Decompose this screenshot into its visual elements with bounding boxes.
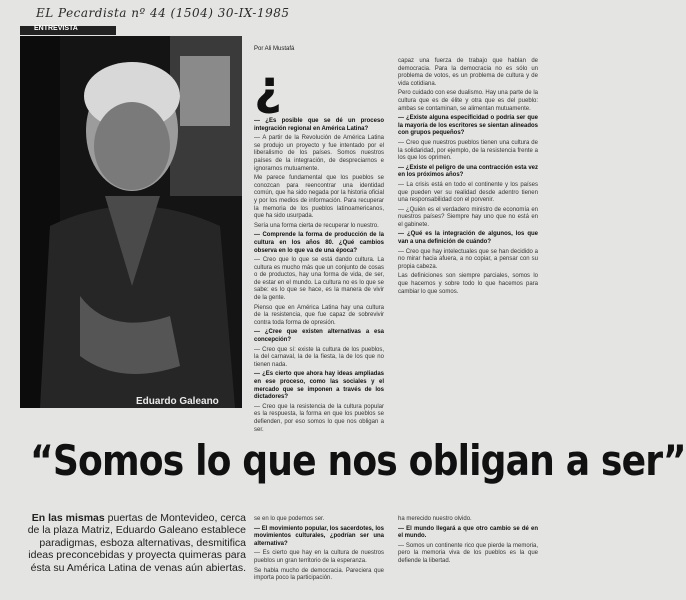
interview-question: — El movimiento popular, los sacerdotes, los movimientos culturales, ¿podrían ser una alternativa? [254,525,384,547]
photo-caption: Eduardo Galeano [136,396,219,407]
article-paragraph: — La crisis está en todo el continente y los países que pueden ver su realidad desde adentro tienen una responsabilidad con el porvenir. [398,181,538,204]
section-tag [20,26,116,35]
interview-question: — ¿Existe el peligro de una contracción esta vez en los próximos años? [398,164,538,179]
question-mark-icon: ¿ [254,60,282,116]
article-paragraph: — Creo que lo que se está dando cultura. La cultura es mucho más que un conjunto de cosas o de productos, hay una forma de vida, de ser, de estar en el mundo. La cultura no es lo que se sabe: es lo que se hace, es la manera de vivir de la gente. [254,257,384,302]
interview-question: — ¿Existe alguna especificidad o podría ser que la mayoría de los escritores se sientan alineados con grupos pequeños? [398,115,538,137]
article-paragraph: Pienso que en América Latina hay una cultura de la resistencia, que fue capaz de sobrevivir contra toda forma de opresión. [254,304,384,326]
interview-question: — ¿Cree que existen alternativas a esa concepción? [254,329,384,344]
article-paragraph: capaz una fuerza de trabajo que hablan de democracia. Para la democracia no es sólo un problema de votos, es un problema de cultura y de vida cotidiana. [398,58,538,87]
article-column-1 [254,118,384,436]
portrait-illustration [20,36,242,408]
interview-question: — El mundo llegará a que otro cambio se dé en el mundo. [398,525,538,540]
interview-question: — ¿Qué es la integración de algunos, los que van a una definición de cuándo? [398,231,538,246]
deck-text: puertas de Montevideo, cerca de la plaza Matriz, Eduardo Galeano establece paradigmas, esboza alternativas, desmitifica ideas preconcebidas y proyecta quimeras para ésta su América Latina de venas aún abiertas. [27,512,246,574]
headline: “Somos lo que nos obligan a ser” [30,436,686,485]
article-paragraph: Me parece fundamental que los pueblos se conozcan para reencontrar una identidad común, que ha sido negada por la historia oficial y por los medios de información. Para recuperar la memoria de los pueblos latinoamericanos, que ha sido usurpada. [254,175,384,220]
deck-paragraph [20,512,246,574]
article-paragraph: — Creo que sí: existe la cultura de los pueblos, la del carnaval, la de la fiesta, la de los que no tienen nada. [254,346,384,368]
article-column-2 [398,58,538,436]
article-paragraph: Pero cuidado con ese dualismo. Hay una parte de la cultura que es de élite y otra que es del pueblo: ambas se contaminan, se alimentan mutuamente. [398,90,538,112]
article-paragraph: ha merecido nuestro olvido. [398,516,472,522]
article-paragraph: — Creo que hay intelectuales que se han decidido a no mirar hacia afuera, a no copiar, a pensar con su propia cabeza. [398,248,538,270]
article-paragraph: Sería una forma cierta de recuperar lo nuestro. [254,222,379,229]
article-paragraph: — ¿Quién es el verdadero ministro de economía en nuestros países? Siempre hay uno que no está en el gabinete. [398,206,538,228]
article-paragraph: Las definiciones son siempre parciales, somos lo que hacemos y sobre todo lo que hacemos para cambiar lo que somos. [398,273,538,295]
interview-question: — ¿Es posible que se dé un proceso integración regional en América Latina? [254,118,384,132]
section-tag-label: ENTREVISTA [34,25,78,32]
article-paragraph: se en lo que podemos ser. [254,516,325,522]
article-paragraph: — Es cierto que hay en la cultura de nuestros pueblos un gran territorio de la esperanza. [254,550,384,564]
article-paragraph: — Creo que nuestros pueblos tienen una cultura de la solidaridad, por ejemplo, de la resistencia frente a los que los oprimen. [398,139,538,162]
article-paragraph: — Somos un continente rico que pierde la memoria, pero la memoria viva de los pueblos es la que defiende la libertad. [398,542,538,564]
article-paragraph: — A partir de la Revolución de América Latina se produjo un proyecto y fue intentado por el liberalismo de los países. Somos nuestros países de la integración, de despreciarnos e ignorarnos mutuamente. [254,135,384,172]
byline: Por Ali Mustafá [254,46,295,52]
article-column-3 [254,516,384,600]
handwritten-note: EL Pecardista nº 44 (1504) 30-IX-1985 [36,6,290,20]
article-paragraph: Se habla mucho de democracia. Pareciera que importa poco la participación. [254,567,384,582]
portrait-photo [20,36,242,408]
article-paragraph: — Creo que la resistencia de la cultura popular es la respuesta, la forma en que los pueblos se defienden, por eso somos lo que nos obligan a ser. [254,403,384,433]
deck-lead: En las mismas [31,512,105,524]
interview-question: — Comprende la forma de producción de la cultura en los años 80. ¿Qué cambios observa en lo que va de una época? [254,232,384,254]
article-column-4 [398,516,538,600]
interview-question: — ¿Es cierto que ahora hay ideas ampliadas en ese proceso, como las sociales y el mercado que se imponen a través de los dictadores? [254,371,384,401]
